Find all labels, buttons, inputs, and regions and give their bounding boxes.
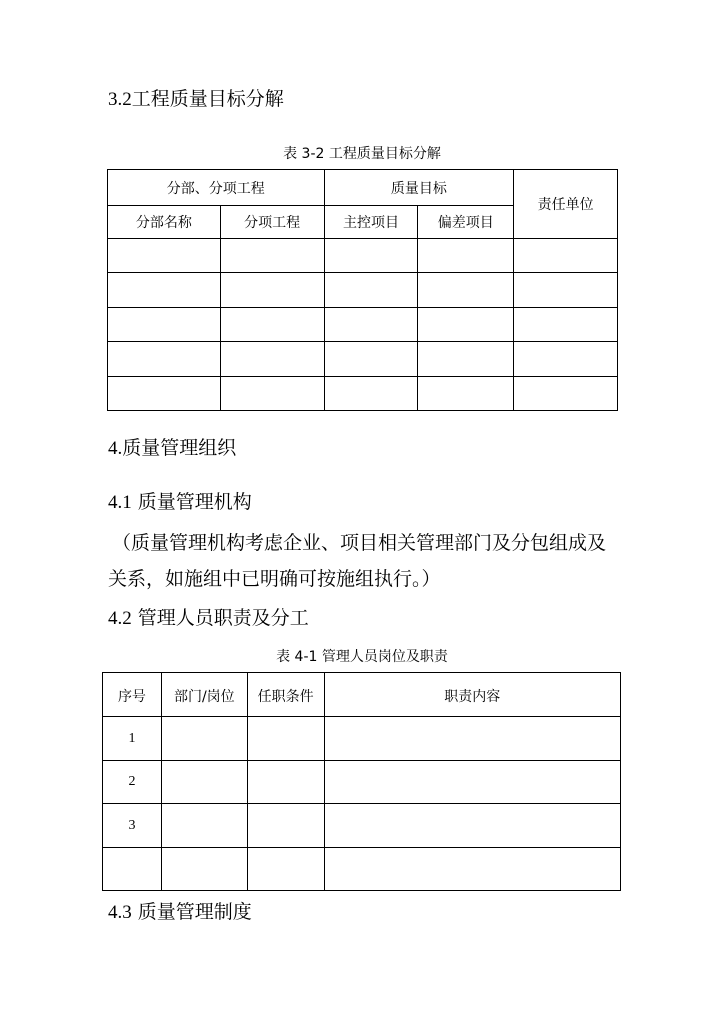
table-row — [108, 273, 618, 308]
subheader-sub-item: 分项工程 — [220, 206, 324, 239]
table-row — [103, 761, 621, 804]
subheader-division-name: 分部名称 — [108, 206, 221, 239]
section-4-2-heading — [108, 606, 309, 631]
table-4-1-caption: 表 4-1 管理人员岗位及职责 — [276, 649, 448, 665]
section-number: 3.2 — [108, 89, 132, 110]
paragraph-line-1: （质量管理机构考虑企业、项目相关管理部门及分包组成及 — [112, 532, 607, 554]
paragraph-line-2: 关系，如施组中已明确可按施组执行。） — [108, 568, 441, 590]
header-department-post: 部门/岗位 — [161, 673, 247, 717]
section-number: 4. — [108, 438, 123, 459]
table-row — [103, 804, 621, 848]
header-responsible-unit: 责任单位 — [514, 170, 618, 239]
section-number: 4.1 — [108, 492, 132, 513]
section-4-heading — [108, 436, 236, 461]
section-number: 4.3 — [108, 902, 132, 923]
quality-goal-table — [107, 169, 618, 411]
table-row — [103, 717, 621, 761]
section-title: 质量管理组织 — [122, 437, 237, 459]
header-qualification: 任职条件 — [247, 673, 324, 717]
row-number: 1 — [103, 717, 162, 761]
table-row — [108, 239, 618, 273]
section-title: 质量管理制度 — [137, 901, 252, 923]
row-number — [103, 848, 162, 891]
header-quality-goal: 质量目标 — [324, 170, 514, 206]
section-title: 质量管理机构 — [137, 491, 252, 513]
section-3-2-heading — [108, 87, 284, 112]
table-row — [108, 342, 618, 377]
table-row — [103, 848, 621, 891]
section-title: 管理人员职责及分工 — [137, 607, 309, 629]
staff-duties-table — [102, 672, 621, 891]
row-number: 3 — [103, 804, 162, 848]
subheader-deviation: 偏差项目 — [418, 206, 514, 239]
subheader-main-control: 主控项目 — [324, 206, 418, 239]
header-duty-content: 职责内容 — [324, 673, 620, 717]
table-row — [108, 377, 618, 411]
header-serial-number: 序号 — [103, 673, 162, 717]
table-row — [108, 308, 618, 342]
section-title: 工程质量目标分解 — [131, 88, 284, 110]
section-4-3-heading — [108, 900, 252, 925]
section-number: 4.2 — [108, 608, 132, 629]
section-4-1-heading — [108, 490, 252, 515]
row-number: 2 — [103, 761, 162, 804]
header-division-group: 分部、分项工程 — [108, 170, 325, 206]
table-3-2-caption: 表 3-2 工程质量目标分解 — [283, 146, 441, 162]
